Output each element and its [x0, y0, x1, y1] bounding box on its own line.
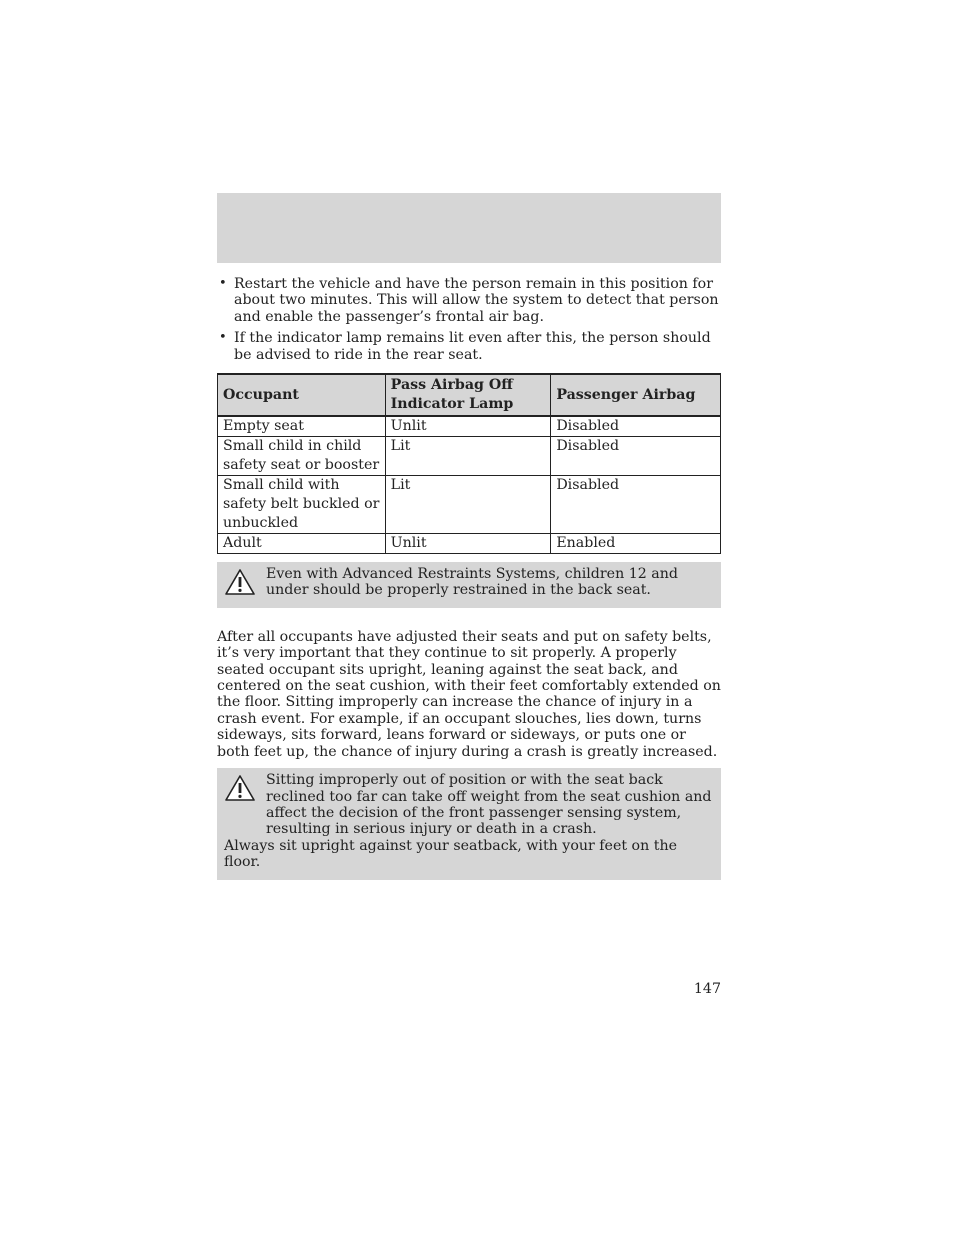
table-cell: Disabled	[551, 416, 721, 437]
bullet-text: If the indicator lamp remains lit even after this, the person should be advised to ride in the rear seat.	[234, 330, 711, 363]
bullet-dot: •	[219, 276, 227, 291]
header-occupant: Occupant	[218, 374, 386, 416]
table-cell: Lit	[385, 476, 551, 534]
header-band	[217, 193, 721, 263]
table-row	[218, 534, 721, 554]
list-item	[217, 276, 721, 325]
table-cell: Lit	[385, 437, 551, 476]
table-cell: Unlit	[385, 416, 551, 437]
table-cell: Unlit	[385, 534, 551, 554]
table-cell: Adult	[218, 534, 386, 554]
warning-box-seating	[217, 768, 721, 879]
warning-box-children	[217, 562, 721, 608]
warning-text: Sitting improperly out of position or with the seat back reclined too far can take off weight from the seat cushion and affect the decision of the front passenger sensing system, resulting in serious injury or death in a crash.	[266, 772, 712, 838]
table-row	[218, 476, 721, 534]
table-cell: Empty seat	[218, 416, 386, 437]
warning-text: Even with Advanced Restraints Systems, children 12 and under should be properly restrained in the back seat.	[266, 566, 678, 599]
occupant-table	[217, 373, 721, 554]
bullet-dot: •	[219, 330, 227, 346]
table-row	[218, 416, 721, 437]
warning-triangle-icon	[224, 774, 256, 802]
table-cell: Disabled	[551, 476, 721, 534]
warning-triangle-icon	[224, 568, 256, 596]
header-indicator-lamp: Pass Airbag Off Indicator Lamp	[385, 374, 551, 416]
list-item	[217, 330, 721, 363]
bullet-text: Restart the vehicle and have the person remain in this position for about two minutes. This will allow the system to detect that person and enable the passenger’s frontal air bag.	[234, 276, 719, 325]
warning-text: Always sit upright against your seatback, with your feet on the floor.	[224, 837, 677, 871]
table-row	[218, 437, 721, 476]
table-header-row	[218, 374, 721, 416]
table-cell: Disabled	[551, 437, 721, 476]
header-passenger-airbag: Passenger Airbag	[551, 374, 721, 416]
bullet-list	[217, 276, 721, 363]
page-number: 147	[693, 981, 721, 997]
seating-paragraph: After all occupants have adjusted their seats and put on safety belts, it’s very important that they continue to sit properly. A properly seated occupant sits upright, leaning against the seat back, and centered on the seat cushion, with their feet comfortably extended on the floor. Sitting improperly can increase the chance of injury in a crash event. For example, if an occupant slouches, lies down, turns sideways, sits forward, leans forward or sideways, or puts one or both feet up, the chance of injury during a crash is greatly increased.	[217, 628, 721, 760]
table-cell: Small child in child safety seat or booster	[218, 437, 386, 476]
table-cell: Enabled	[551, 534, 721, 554]
page-content	[217, 276, 721, 880]
table-cell: Small child with safety belt buckled or unbuckled	[218, 476, 386, 534]
